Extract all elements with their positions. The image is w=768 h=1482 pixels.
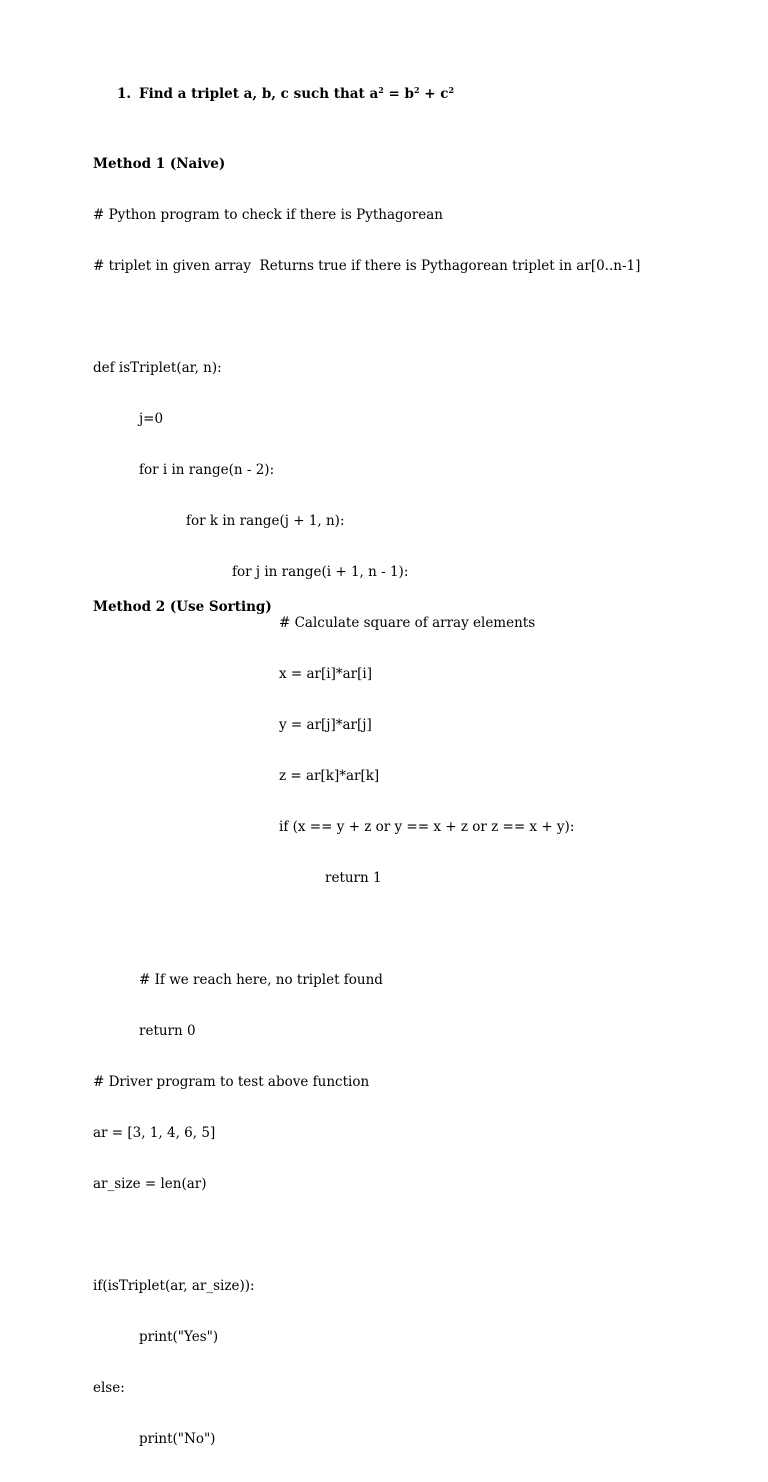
superscript-b: 2 <box>413 85 420 95</box>
comment-line-1: # Python program to check if there is Pythagorean <box>93 207 443 223</box>
code-for-j: for j in range(i + 1, n - 1): <box>232 564 409 580</box>
code-y-line: y = ar[j]*ar[j] <box>279 717 372 733</box>
code-for-i: for i in range(n - 2): <box>139 462 275 478</box>
blank-line <box>93 309 640 326</box>
blank-line <box>93 921 640 938</box>
code-size-line: ar_size = len(ar) <box>93 1176 207 1192</box>
comment-line-2: # triplet in given array Returns true if there is Pythagorean triplet in ar[0..n-1] <box>93 258 641 274</box>
code-if-line: if (x == y + z or y == x + z or z == x + y): <box>279 819 575 835</box>
heading-plus: + c <box>419 86 449 102</box>
code-x-line: x = ar[i]*ar[i] <box>279 666 372 682</box>
code-for-k: for k in range(j + 1, n): <box>186 513 345 529</box>
method1-title: Method 1 (Naive) <box>93 156 226 172</box>
code-print-no: print("No") <box>139 1431 216 1447</box>
code-return-0: return 0 <box>139 1023 196 1039</box>
code-z-line: z = ar[k]*ar[k] <box>279 768 380 784</box>
code-def-line: def isTriplet(ar, n): <box>93 360 222 376</box>
problem-heading <box>117 86 454 102</box>
heading-equals: = b <box>383 86 414 102</box>
method2-title: Method 2 (Use Sorting) <box>93 599 272 615</box>
code-j-init: j=0 <box>139 411 164 427</box>
code-ar-line: ar = [3, 1, 4, 6, 5] <box>93 1125 216 1141</box>
code-calc-comment: # Calculate square of array elements <box>279 615 536 631</box>
blank-line <box>93 1227 640 1244</box>
superscript-a: 2 <box>378 85 384 95</box>
heading-number: 1. <box>117 86 132 102</box>
code-driver-comment: # Driver program to test above function <box>93 1074 370 1090</box>
code-else-line: else: <box>93 1380 125 1396</box>
code-return-1: return 1 <box>325 870 382 886</box>
method1-block <box>93 122 640 1482</box>
code-if-call: if(isTriplet(ar, ar_size)): <box>93 1278 255 1294</box>
code-print-yes: print("Yes") <box>139 1329 219 1345</box>
heading-text: Find a triplet a, b, c such that a <box>139 86 379 102</box>
superscript-c: 2 <box>448 85 455 95</box>
code-reach-comment: # If we reach here, no triplet found <box>139 972 383 988</box>
